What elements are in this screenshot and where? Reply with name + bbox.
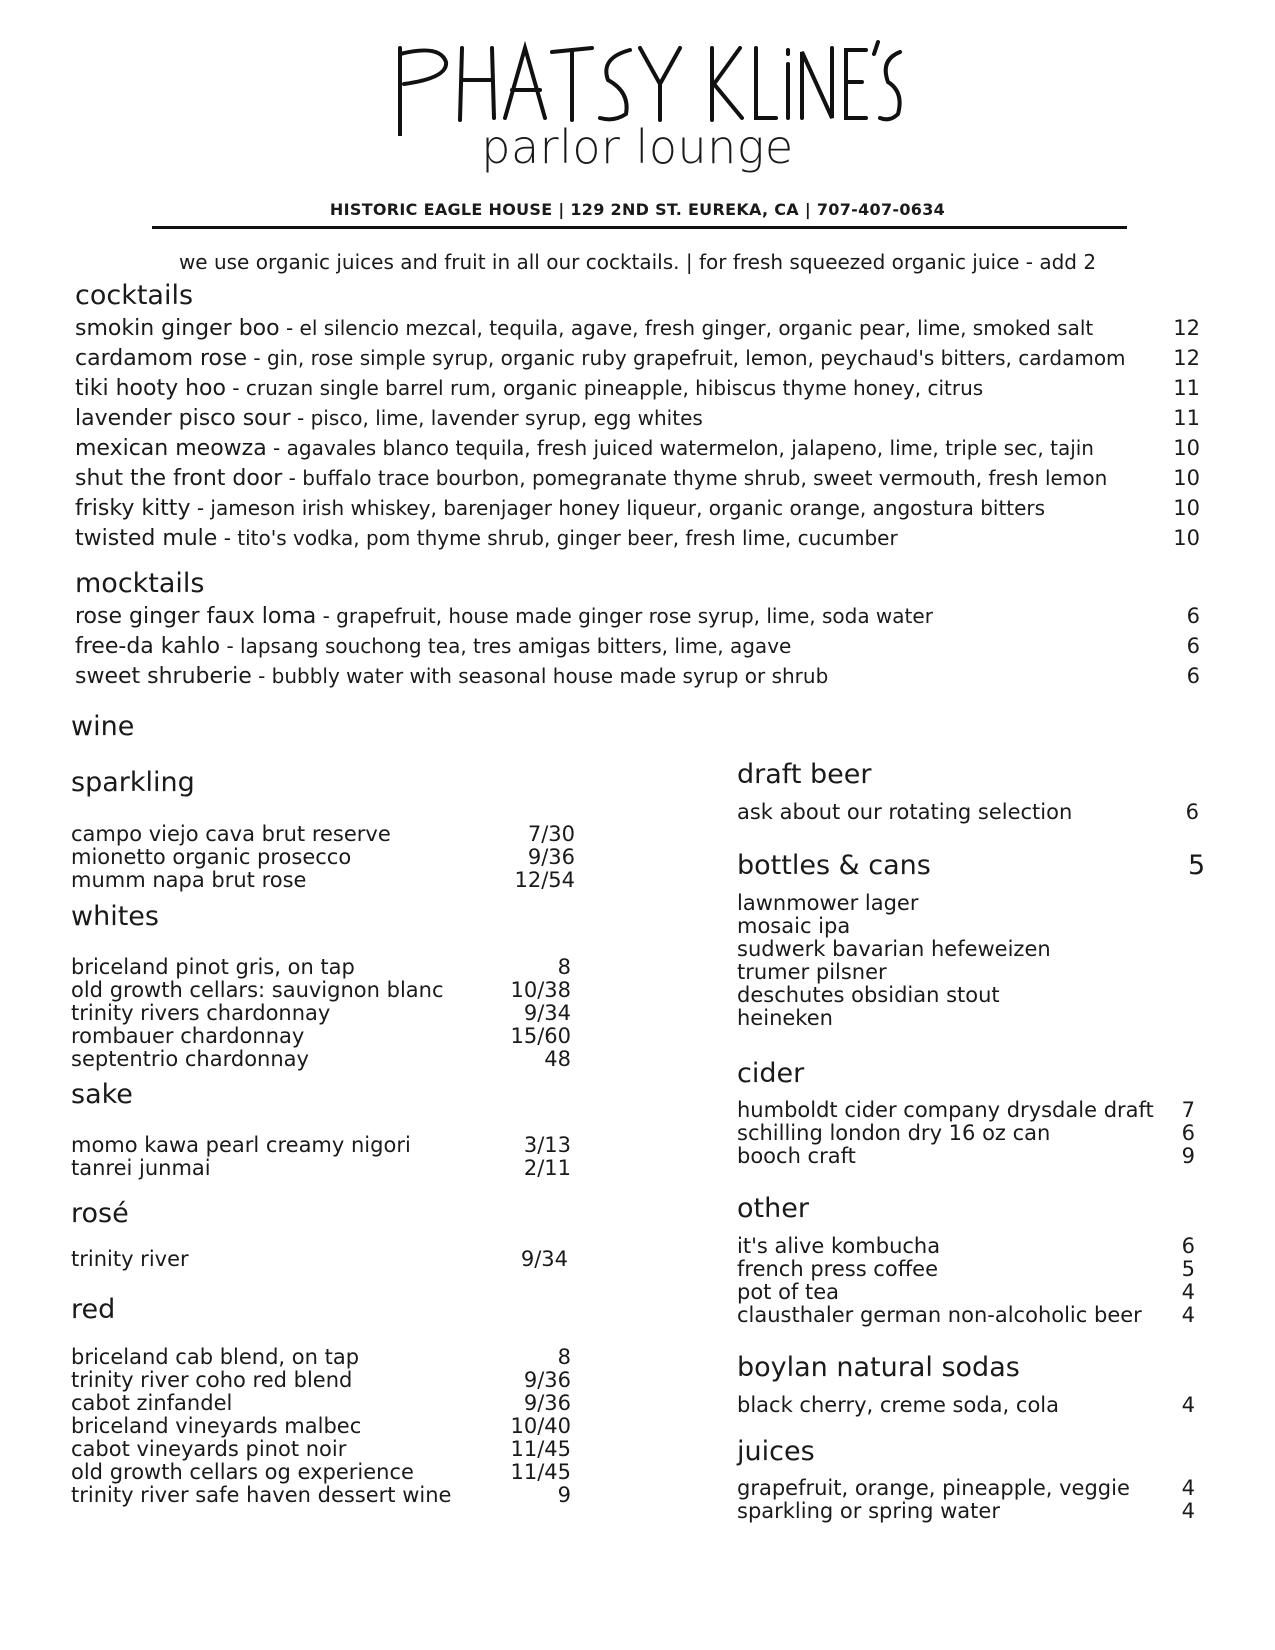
menu-item bbox=[75, 631, 1200, 661]
other-title: other bbox=[737, 1193, 809, 1224]
item-name: trinity river coho red blend bbox=[71, 1368, 353, 1392]
item-name: free-da kahlo bbox=[75, 634, 221, 659]
header-divider bbox=[152, 226, 1127, 229]
menu-item bbox=[75, 403, 1200, 433]
item-price: 9/34 bbox=[520, 1247, 568, 1271]
item-name: trumer pilsner bbox=[737, 960, 887, 984]
menu-item bbox=[75, 343, 1200, 373]
item-price: 10/38 bbox=[510, 978, 571, 1002]
item-name: tanrei junmai bbox=[71, 1156, 211, 1180]
menu-item bbox=[737, 984, 1199, 1007]
item-price: 9/36 bbox=[527, 845, 575, 869]
item-name: pot of tea bbox=[737, 1280, 840, 1304]
wine-title: wine bbox=[71, 711, 135, 742]
item-name: humboldt cider company drysdale draft bbox=[737, 1098, 1154, 1122]
menu-item bbox=[737, 892, 1199, 915]
item-name: cabot vineyards pinot noir bbox=[71, 1437, 347, 1461]
item-price: 4 bbox=[1181, 1393, 1195, 1417]
menu-item bbox=[71, 1415, 571, 1438]
mocktails-section bbox=[75, 567, 1200, 691]
menu-item bbox=[75, 373, 1200, 403]
item-price: 15/60 bbox=[510, 1024, 571, 1048]
item-name: campo viejo cava brut reserve bbox=[71, 822, 391, 846]
menu-item bbox=[71, 1346, 571, 1369]
item-price: 4 bbox=[1181, 1499, 1195, 1523]
item-name: sweet shruberie bbox=[75, 664, 252, 689]
menu-item bbox=[737, 801, 1199, 824]
organic-note: we use organic juices and fruit in all our cocktails. | for fresh squeezed organic juice - add 2 bbox=[178, 250, 1097, 274]
sparkling-list bbox=[71, 823, 575, 892]
item-name: cardamom rose bbox=[75, 346, 248, 371]
item-description: - bubbly water with seasonal house made syrup or shrub bbox=[251, 664, 829, 688]
menu-item bbox=[71, 869, 575, 892]
item-price: 6 bbox=[1186, 664, 1200, 688]
item-name: black cherry, creme soda, cola bbox=[737, 1393, 1059, 1417]
menu-item bbox=[71, 823, 575, 846]
item-price: 11/45 bbox=[510, 1437, 571, 1461]
cider-title: cider bbox=[737, 1058, 805, 1089]
item-price: 4 bbox=[1181, 1303, 1195, 1327]
menu-item bbox=[737, 1122, 1195, 1145]
menu-item bbox=[737, 1394, 1195, 1417]
item-price: 5 bbox=[1181, 1257, 1195, 1281]
menu-item bbox=[737, 1281, 1195, 1304]
item-price: 9/34 bbox=[523, 1001, 571, 1025]
item-name: frisky kitty bbox=[75, 496, 191, 521]
menu-item bbox=[71, 1392, 571, 1415]
rose-title: rosé bbox=[71, 1198, 129, 1229]
item-name: shut the front door bbox=[75, 466, 283, 491]
item-name: trinity river bbox=[71, 1247, 189, 1271]
item-price: 9/36 bbox=[523, 1368, 571, 1392]
menu-item bbox=[737, 1500, 1195, 1523]
item-price: 6 bbox=[1181, 1121, 1195, 1145]
other-list bbox=[737, 1235, 1195, 1327]
item-price: 8 bbox=[557, 1345, 571, 1369]
juices-list bbox=[737, 1477, 1195, 1523]
item-description: - tito's vodka, pom thyme shrub, ginger beer, fresh lime, cucumber bbox=[217, 526, 898, 550]
menu-item bbox=[737, 961, 1199, 984]
item-price: 10 bbox=[1173, 496, 1200, 520]
menu-item bbox=[71, 1157, 571, 1180]
menu-item bbox=[737, 1007, 1199, 1030]
item-name: lawnmower lager bbox=[737, 891, 919, 915]
cider-list bbox=[737, 1099, 1195, 1168]
item-price: 10/40 bbox=[510, 1414, 571, 1438]
item-price: 6 bbox=[1186, 604, 1200, 628]
menu-item bbox=[71, 1369, 571, 1392]
item-name: momo kawa pearl creamy nigori bbox=[71, 1133, 411, 1157]
menu-item bbox=[75, 493, 1200, 523]
item-price: 11/45 bbox=[510, 1460, 571, 1484]
menu-item bbox=[737, 1477, 1195, 1500]
menu-item bbox=[737, 1145, 1195, 1168]
menu-item bbox=[71, 846, 575, 869]
item-name: septentrio chardonnay bbox=[71, 1047, 309, 1071]
item-price: 4 bbox=[1181, 1280, 1195, 1304]
menu-item bbox=[737, 1235, 1195, 1258]
menu-item bbox=[71, 1461, 571, 1484]
item-name: smokin ginger boo bbox=[75, 316, 280, 341]
item-price: 12 bbox=[1173, 316, 1200, 340]
item-name: french press coffee bbox=[737, 1257, 939, 1281]
menu-item bbox=[71, 1248, 568, 1271]
item-name: briceland vineyards malbec bbox=[71, 1414, 362, 1438]
item-name: it's alive kombucha bbox=[737, 1234, 941, 1258]
item-price: 6 bbox=[1181, 1234, 1195, 1258]
red-title: red bbox=[71, 1294, 116, 1325]
item-name: rombauer chardonnay bbox=[71, 1024, 305, 1048]
item-name: heineken bbox=[737, 1006, 833, 1030]
cocktail-list bbox=[75, 313, 1200, 553]
item-name: mumm napa brut rose bbox=[71, 868, 307, 892]
whites-list bbox=[71, 956, 571, 1071]
item-price: 6 bbox=[1186, 634, 1200, 658]
cocktails-section bbox=[75, 279, 1200, 553]
item-name: clausthaler german non-alcoholic beer bbox=[737, 1303, 1142, 1327]
item-name: trinity river safe haven dessert wine bbox=[71, 1483, 452, 1507]
menu-item bbox=[75, 313, 1200, 343]
item-name: sparkling or spring water bbox=[737, 1499, 1000, 1523]
menu-item bbox=[71, 1002, 571, 1025]
item-price: 48 bbox=[544, 1047, 571, 1071]
item-name: briceland cab blend, on tap bbox=[71, 1345, 360, 1369]
item-name: mosaic ipa bbox=[737, 914, 851, 938]
sake-list bbox=[71, 1134, 571, 1180]
item-price: 12/54 bbox=[514, 868, 575, 892]
item-price: 8 bbox=[557, 955, 571, 979]
menu-item bbox=[71, 956, 571, 979]
item-price: 6 bbox=[1185, 800, 1199, 824]
whites-title: whites bbox=[71, 901, 159, 932]
item-name: grapefruit, orange, pineapple, veggie bbox=[737, 1476, 1130, 1500]
menu-item bbox=[71, 1134, 571, 1157]
rose-list bbox=[71, 1248, 568, 1271]
item-name: deschutes obsidian stout bbox=[737, 983, 1000, 1007]
bottles-title: bottles & cans bbox=[737, 850, 931, 881]
item-name: schilling london dry 16 oz can bbox=[737, 1121, 1051, 1145]
menu-item bbox=[71, 1048, 571, 1071]
item-price: 11 bbox=[1173, 376, 1200, 400]
item-name: old growth cellars og experience bbox=[71, 1460, 414, 1484]
menu-item bbox=[737, 938, 1199, 961]
menu-item bbox=[75, 433, 1200, 463]
item-name: old growth cellars: sauvignon blanc bbox=[71, 978, 444, 1002]
item-name: twisted mule bbox=[75, 526, 218, 551]
sodas-list bbox=[737, 1394, 1195, 1417]
item-price: 7/30 bbox=[527, 822, 575, 846]
sodas-title: boylan natural sodas bbox=[737, 1352, 1020, 1383]
item-name: mexican meowza bbox=[75, 436, 267, 461]
item-price: 9/36 bbox=[523, 1391, 571, 1415]
item-description: - grapefruit, house made ginger rose syrup, lime, soda water bbox=[316, 604, 933, 628]
draft-beer-title: draft beer bbox=[737, 759, 872, 790]
item-price: 10 bbox=[1173, 436, 1200, 460]
item-name: trinity rivers chardonnay bbox=[71, 1001, 331, 1025]
item-price: 2/11 bbox=[523, 1156, 571, 1180]
subtitle: parlor lounge bbox=[481, 120, 794, 174]
item-description: - el silencio mezcal, tequila, agave, fresh ginger, organic pear, lime, smoked salt bbox=[279, 316, 1094, 340]
item-description: - cruzan single barrel rum, organic pineapple, hibiscus thyme honey, citrus bbox=[225, 376, 984, 400]
draft-beer-list bbox=[737, 801, 1199, 824]
menu-item bbox=[737, 915, 1199, 938]
item-price: 10 bbox=[1173, 526, 1200, 550]
menu-item bbox=[75, 523, 1200, 553]
item-name: cabot zinfandel bbox=[71, 1391, 233, 1415]
menu-item bbox=[71, 1025, 571, 1048]
item-name: rose ginger faux loma bbox=[75, 604, 317, 629]
item-name: mionetto organic prosecco bbox=[71, 845, 352, 869]
section-title: cocktails bbox=[75, 280, 194, 311]
menu-item bbox=[71, 1484, 571, 1507]
logo bbox=[0, 18, 1275, 136]
item-description: - jameson irish whiskey, barenjager honey liqueur, organic orange, angostura bitters bbox=[190, 496, 1046, 520]
item-name: booch craft bbox=[737, 1144, 856, 1168]
menu-item bbox=[71, 1438, 571, 1461]
item-price: 11 bbox=[1173, 406, 1200, 430]
item-description: - agavales blanco tequila, fresh juiced watermelon, jalapeno, lime, triple sec, tajin bbox=[266, 436, 1094, 460]
item-name: tiki hooty hoo bbox=[75, 376, 226, 401]
item-price: 12 bbox=[1173, 346, 1200, 370]
item-name: briceland pinot gris, on tap bbox=[71, 955, 355, 979]
bottles-list bbox=[737, 892, 1199, 1030]
item-name: sudwerk bavarian hefeweizen bbox=[737, 937, 1051, 961]
menu-item bbox=[75, 661, 1200, 691]
menu-item bbox=[737, 1258, 1195, 1281]
item-description: - lapsang souchong tea, tres amigas bitters, lime, agave bbox=[220, 634, 792, 658]
item-description: - pisco, lime, lavender syrup, egg whites bbox=[290, 406, 703, 430]
menu-item bbox=[75, 463, 1200, 493]
juices-title: juices bbox=[737, 1436, 815, 1467]
item-price: 9 bbox=[1181, 1144, 1195, 1168]
item-name: lavender pisco sour bbox=[75, 406, 291, 431]
item-price: 9 bbox=[557, 1483, 571, 1507]
menu-item bbox=[737, 1304, 1195, 1327]
item-price: 3/13 bbox=[523, 1133, 571, 1157]
item-price: 4 bbox=[1181, 1476, 1195, 1500]
item-description: - gin, rose simple syrup, organic ruby grapefruit, lemon, peychaud's bitters, cardamom bbox=[247, 346, 1126, 370]
sake-title: sake bbox=[71, 1079, 133, 1110]
section-title: mocktails bbox=[75, 568, 205, 599]
bottles-price: 5 bbox=[1188, 850, 1206, 881]
menu-item bbox=[71, 979, 571, 1002]
item-price: 7 bbox=[1181, 1098, 1195, 1122]
address: HISTORIC EAGLE HOUSE | 129 2ND ST. EUREKA, CA | 707-407-0634 bbox=[329, 200, 946, 219]
red-list bbox=[71, 1346, 571, 1507]
mocktail-list bbox=[75, 601, 1200, 691]
item-description: - buffalo trace bourbon, pomegranate thyme shrub, sweet vermouth, fresh lemon bbox=[282, 466, 1108, 490]
menu-item bbox=[75, 601, 1200, 631]
menu-item bbox=[737, 1099, 1195, 1122]
sparkling-title: sparkling bbox=[71, 767, 195, 798]
item-name: ask about our rotating selection bbox=[737, 800, 1073, 824]
item-price: 10 bbox=[1173, 466, 1200, 490]
